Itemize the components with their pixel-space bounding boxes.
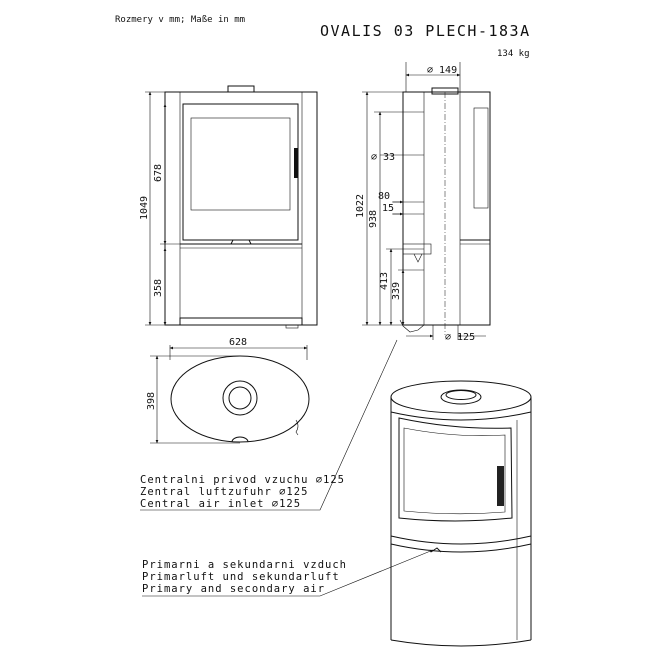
model-title: OVALIS 03 PLECH-183A xyxy=(320,22,531,40)
dim-678: 678 xyxy=(153,163,164,182)
ash-lip xyxy=(231,240,251,244)
dim-149: ⌀ 149 xyxy=(427,65,458,76)
flue-outer xyxy=(223,381,257,415)
central-air-en: Central air inlet ⌀125 xyxy=(140,498,302,510)
primary-air-en: Primary and secondary air xyxy=(142,583,326,595)
dim-1049: 1049 xyxy=(139,195,150,220)
flue-collar xyxy=(228,86,254,92)
door-glass-3d xyxy=(404,428,505,514)
primary-air-cz: Primarni a sekundarni vzduch xyxy=(142,559,348,571)
dim-125: ⌀ 125 xyxy=(445,332,476,343)
flue-inner xyxy=(229,387,251,409)
front-view xyxy=(139,86,317,328)
primary-air-de: Primarluft und sekundarluft xyxy=(142,571,340,583)
dim-628: 628 xyxy=(229,337,248,348)
top-view xyxy=(146,337,309,443)
weight-label: 134 kg xyxy=(497,49,530,59)
dim-80: 80 xyxy=(378,191,391,202)
dim-413: 413 xyxy=(379,271,390,290)
door-glass xyxy=(191,118,290,210)
units-note: Rozmery v mm; Maße in mm xyxy=(115,15,246,25)
door-handle-3d xyxy=(497,466,504,506)
side-view xyxy=(355,62,490,343)
dim-1022: 1022 xyxy=(355,193,366,218)
side-body-outline xyxy=(403,92,490,325)
dim-15: 15 xyxy=(382,203,395,214)
central-air-cz: Centralni privod vzuchu ⌀125 xyxy=(140,474,346,486)
dim-33: ⌀ 33 xyxy=(371,152,396,163)
dim-938: 938 xyxy=(368,209,379,228)
top-cap xyxy=(391,381,531,413)
primary-air-callout xyxy=(142,550,433,596)
perspective-view xyxy=(391,381,531,646)
side-glass xyxy=(474,108,488,208)
central-air-callout xyxy=(140,340,397,510)
door-frame xyxy=(399,418,512,521)
dim-358: 358 xyxy=(153,278,164,297)
door-handle xyxy=(294,148,298,178)
dim-398: 398 xyxy=(146,391,157,410)
front-body-outline xyxy=(165,92,317,325)
dim-339: 339 xyxy=(391,281,402,300)
central-air-de: Zentral luftzufuhr ⌀125 xyxy=(140,486,309,498)
top-outline xyxy=(171,356,309,442)
front-door xyxy=(183,104,298,240)
